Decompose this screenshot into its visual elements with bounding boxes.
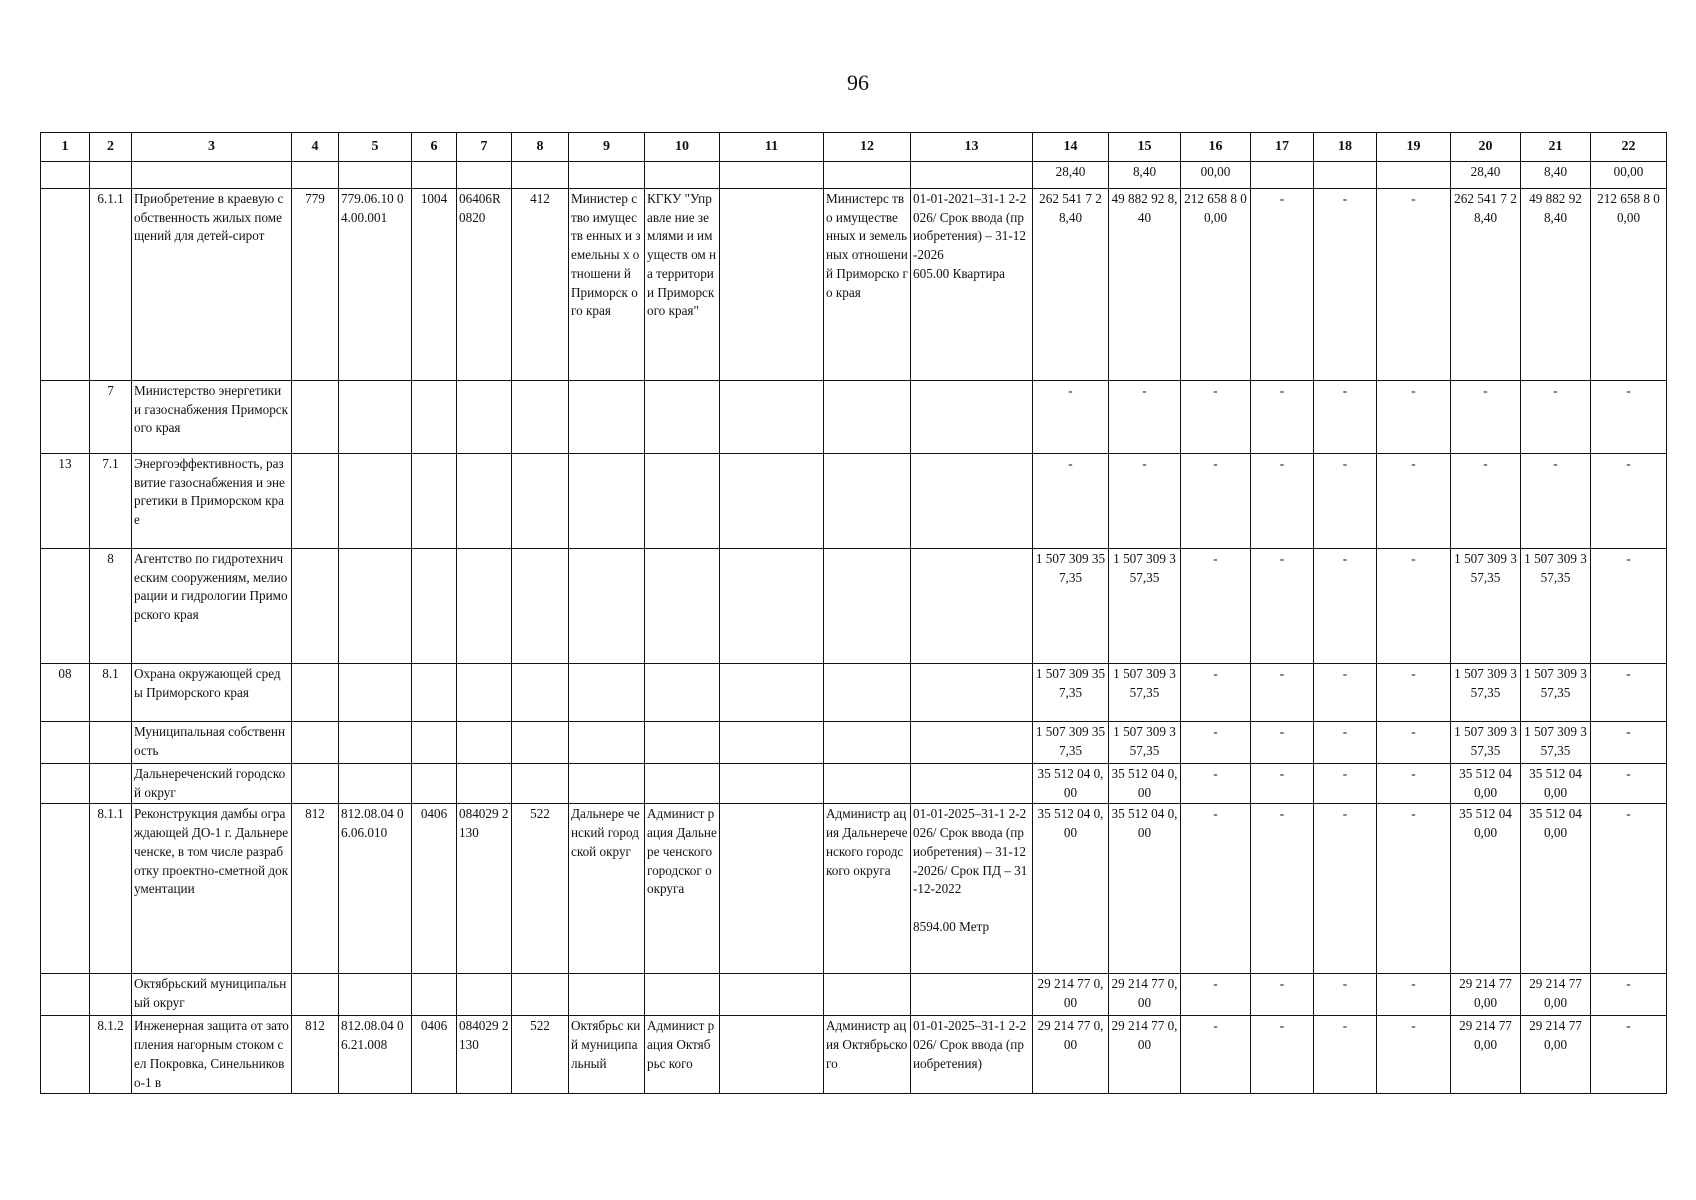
table-cell	[569, 381, 645, 454]
table-cell: 29 214 77 0,00	[1451, 1016, 1521, 1094]
table-cell: 1 507 309 357,35	[1451, 664, 1521, 722]
table-cell: -	[1377, 664, 1451, 722]
table-cell: -	[1377, 722, 1451, 764]
table-cell: Октябрьский муниципальный округ	[132, 974, 292, 1016]
column-header: 6	[412, 133, 457, 162]
table-cell	[1314, 162, 1377, 189]
table-cell: 29 214 77 0,00	[1451, 974, 1521, 1016]
table-cell: 29 214 77 0,00	[1109, 974, 1181, 1016]
table-cell: -	[1314, 764, 1377, 804]
table-cell	[512, 454, 569, 549]
header-row	[41, 133, 1667, 162]
column-header: 21	[1521, 133, 1591, 162]
column-header: 2	[90, 133, 132, 162]
table-cell: 29 214 77 0,00	[1109, 1016, 1181, 1094]
table-cell: 084029 2130	[457, 1016, 512, 1094]
table-cell: -	[1251, 974, 1314, 1016]
table-cell	[1251, 162, 1314, 189]
table-cell: -	[1181, 974, 1251, 1016]
table-cell: -	[1181, 764, 1251, 804]
table-cell: -	[1181, 1016, 1251, 1094]
table-cell: Инженерная защита от затопления нагорным стоком сел Покровка, Синельниково-1 в	[132, 1016, 292, 1094]
table-cell: 522	[512, 1016, 569, 1094]
table-cell: 1 507 309 357,35	[1521, 722, 1591, 764]
table-cell: Октябрьс кий муниципа льный	[569, 1016, 645, 1094]
table-cell	[512, 974, 569, 1016]
table-cell	[512, 722, 569, 764]
table-cell: -	[1181, 454, 1251, 549]
table-cell	[292, 722, 339, 764]
table-cell: 49 882 92 8,40	[1521, 189, 1591, 381]
table-row	[41, 764, 1667, 804]
table-cell: 29 214 77 0,00	[1521, 1016, 1591, 1094]
table-cell	[457, 454, 512, 549]
table-cell: Министер ство имуществ енных и земельны х отношени й Приморск ого края	[569, 189, 645, 381]
table-cell	[911, 162, 1033, 189]
table-cell	[720, 764, 824, 804]
table-cell: -	[1251, 722, 1314, 764]
table-cell: -	[1251, 1016, 1314, 1094]
table-cell: 28,40	[1033, 162, 1109, 189]
table-cell: 1 507 309 357,35	[1033, 664, 1109, 722]
table-cell: -	[1591, 974, 1667, 1016]
column-header: 15	[1109, 133, 1181, 162]
table-cell	[457, 664, 512, 722]
table-cell	[457, 549, 512, 664]
table-cell: -	[1314, 664, 1377, 722]
table-cell: 29 214 77 0,00	[1033, 974, 1109, 1016]
table-cell: 812.08.04 06.21.008	[339, 1016, 412, 1094]
table-row	[41, 722, 1667, 764]
table-row	[41, 162, 1667, 189]
table-cell: -	[1109, 381, 1181, 454]
table-cell: -	[1181, 381, 1251, 454]
table-cell	[720, 549, 824, 664]
table-cell	[569, 974, 645, 1016]
table-cell	[457, 381, 512, 454]
table-cell: 35 512 04 0,00	[1109, 804, 1181, 974]
table-cell: -	[1591, 381, 1667, 454]
column-header: 19	[1377, 133, 1451, 162]
table-cell	[292, 162, 339, 189]
table-row	[41, 664, 1667, 722]
table-cell: -	[1314, 189, 1377, 381]
table-cell: -	[1181, 549, 1251, 664]
table-cell: 35 512 04 0,00	[1033, 804, 1109, 974]
column-header: 8	[512, 133, 569, 162]
table-cell: -	[1251, 381, 1314, 454]
table-cell: -	[1251, 549, 1314, 664]
table-cell: 522	[512, 804, 569, 974]
table-cell: -	[1521, 454, 1591, 549]
table-cell: 8.1.2	[90, 1016, 132, 1094]
table-cell: 00,00	[1591, 162, 1667, 189]
table-cell	[41, 189, 90, 381]
table-cell	[911, 974, 1033, 1016]
table-cell: -	[1314, 454, 1377, 549]
table-cell: 0406	[412, 804, 457, 974]
table-cell	[720, 381, 824, 454]
table-cell	[569, 764, 645, 804]
table-cell: 28,40	[1451, 162, 1521, 189]
table-cell: 0406	[412, 1016, 457, 1094]
table-cell: -	[1591, 1016, 1667, 1094]
table-row	[41, 1016, 1667, 1094]
table-cell	[720, 664, 824, 722]
table-cell: 1 507 309 357,35	[1521, 664, 1591, 722]
table-cell: Министерство энергетики и газоснабжения Приморского края	[132, 381, 292, 454]
table-cell: 01-01-2025–31-1 2-2026/ Срок ввода (приобретения)	[911, 1016, 1033, 1094]
table-cell	[412, 974, 457, 1016]
table-row	[41, 549, 1667, 664]
table-cell	[132, 162, 292, 189]
table-cell: -	[1181, 722, 1251, 764]
table-cell	[412, 764, 457, 804]
table-cell: Админист рация Октябрьс кого	[645, 1016, 720, 1094]
table-cell	[720, 454, 824, 549]
table-cell	[412, 381, 457, 454]
table-cell	[645, 549, 720, 664]
table-cell: 7	[90, 381, 132, 454]
column-header: 14	[1033, 133, 1109, 162]
table-cell: Охрана окружающей среды Приморского края	[132, 664, 292, 722]
table-cell	[90, 974, 132, 1016]
table-cell	[339, 974, 412, 1016]
table-cell	[824, 764, 911, 804]
table-cell: 35 512 04 0,00	[1521, 804, 1591, 974]
column-header: 4	[292, 133, 339, 162]
table-cell	[339, 722, 412, 764]
table-cell: 13	[41, 454, 90, 549]
table-cell	[911, 549, 1033, 664]
table-cell	[41, 722, 90, 764]
table-cell	[911, 764, 1033, 804]
table-cell: 812	[292, 804, 339, 974]
table-cell: 8.1	[90, 664, 132, 722]
table-cell: -	[1591, 722, 1667, 764]
table-cell: Муниципальная собственность	[132, 722, 292, 764]
column-header: 20	[1451, 133, 1521, 162]
table-cell	[412, 454, 457, 549]
table-cell	[292, 381, 339, 454]
table-cell	[512, 664, 569, 722]
table-cell	[457, 162, 512, 189]
table-cell: -	[1591, 804, 1667, 974]
table-cell	[41, 381, 90, 454]
table-cell	[339, 454, 412, 549]
table-cell: 8,40	[1521, 162, 1591, 189]
table-cell: -	[1377, 804, 1451, 974]
table-cell: Администр ация Дальнерече нского городского округа	[824, 804, 911, 974]
column-header: 9	[569, 133, 645, 162]
table-cell	[645, 664, 720, 722]
table-cell	[412, 162, 457, 189]
table-cell: -	[1591, 549, 1667, 664]
table-cell	[292, 664, 339, 722]
table-cell	[339, 381, 412, 454]
table-row	[41, 804, 1667, 974]
table-cell	[720, 804, 824, 974]
table-cell: -	[1377, 1016, 1451, 1094]
table-cell	[41, 764, 90, 804]
table-cell	[911, 381, 1033, 454]
table-cell: -	[1377, 549, 1451, 664]
table-cell: -	[1314, 974, 1377, 1016]
table-row	[41, 381, 1667, 454]
table-cell: -	[1251, 804, 1314, 974]
table-cell: -	[1314, 722, 1377, 764]
table-cell	[412, 664, 457, 722]
table-cell: 29 214 77 0,00	[1033, 1016, 1109, 1094]
table-cell: 29 214 77 0,00	[1521, 974, 1591, 1016]
table-cell: 1 507 309 357,35	[1109, 722, 1181, 764]
table-row	[41, 454, 1667, 549]
table-cell: -	[1314, 381, 1377, 454]
table-cell	[41, 162, 90, 189]
table-cell: 35 512 04 0,00	[1033, 764, 1109, 804]
table-cell: Админист рация Дальнере ченского городског о округа	[645, 804, 720, 974]
table-cell	[41, 804, 90, 974]
table-cell: -	[1251, 454, 1314, 549]
table-cell	[569, 549, 645, 664]
table-cell: -	[1181, 804, 1251, 974]
table-cell	[645, 974, 720, 1016]
table-cell	[824, 162, 911, 189]
table-cell	[41, 974, 90, 1016]
table-cell: -	[1033, 454, 1109, 549]
table-cell	[645, 454, 720, 549]
column-header: 5	[339, 133, 412, 162]
table-cell: -	[1251, 664, 1314, 722]
column-header: 3	[132, 133, 292, 162]
table-cell	[824, 381, 911, 454]
table-cell: Дальнереченский городской округ	[132, 764, 292, 804]
table-cell: Агентство по гидротехническим сооружениям, мелиорации и гидрологии Приморского края	[132, 549, 292, 664]
table-cell: -	[1314, 804, 1377, 974]
table-cell: 35 512 04 0,00	[1109, 764, 1181, 804]
table-cell	[339, 162, 412, 189]
table-cell	[569, 454, 645, 549]
table-cell	[512, 162, 569, 189]
table-cell	[1377, 162, 1451, 189]
table-cell	[90, 162, 132, 189]
table-cell	[824, 974, 911, 1016]
table-cell: 08	[41, 664, 90, 722]
table-cell: 49 882 92 8,40	[1109, 189, 1181, 381]
table-cell	[339, 549, 412, 664]
table-cell: 35 512 04 0,00	[1451, 804, 1521, 974]
table-cell: 262 541 7 28,40	[1033, 189, 1109, 381]
table-cell: 084029 2130	[457, 804, 512, 974]
table-cell: 779.06.10 04.00.001	[339, 189, 412, 381]
table-cell	[824, 664, 911, 722]
table-cell: 212 658 8 00,00	[1591, 189, 1667, 381]
table-cell: Дальнере ченский городской округ	[569, 804, 645, 974]
table-cell	[720, 974, 824, 1016]
table-cell	[569, 162, 645, 189]
column-header: 10	[645, 133, 720, 162]
table-cell	[339, 664, 412, 722]
table-cell: Приобретение в краевую собственность жилых помещений для детей-сирот	[132, 189, 292, 381]
table-cell	[911, 454, 1033, 549]
table-cell: 7.1	[90, 454, 132, 549]
table-cell: 8,40	[1109, 162, 1181, 189]
table-cell	[645, 764, 720, 804]
column-header: 7	[457, 133, 512, 162]
column-header: 13	[911, 133, 1033, 162]
table-cell: -	[1377, 454, 1451, 549]
column-header: 1	[41, 133, 90, 162]
table-cell: -	[1314, 1016, 1377, 1094]
table-cell	[911, 664, 1033, 722]
table-row	[41, 189, 1667, 381]
table-cell: 1 507 309 357,35	[1109, 664, 1181, 722]
table-cell	[645, 162, 720, 189]
table-cell	[720, 162, 824, 189]
table-cell: -	[1377, 189, 1451, 381]
table-cell: Реконструкция дамбы ограждающей ДО-1 г. Дальнереченске, в том числе разработку проектно-сметной документации	[132, 804, 292, 974]
column-header: 12	[824, 133, 911, 162]
table-cell: 00,00	[1181, 162, 1251, 189]
table-cell: 1004	[412, 189, 457, 381]
table-cell	[824, 549, 911, 664]
table-cell: 1 507 309 357,35	[1033, 722, 1109, 764]
table-cell: 812.08.04 06.06.010	[339, 804, 412, 974]
table-cell	[41, 549, 90, 664]
table-cell	[645, 722, 720, 764]
table-cell: -	[1521, 381, 1591, 454]
table-cell: 262 541 7 28,40	[1451, 189, 1521, 381]
table-cell: 35 512 04 0,00	[1451, 764, 1521, 804]
table-cell	[824, 454, 911, 549]
table-cell: 779	[292, 189, 339, 381]
table-cell: КГКУ "Управле ние землями и имуществ ом на территори и Приморск ого края"	[645, 189, 720, 381]
table-cell: -	[1451, 381, 1521, 454]
table-cell: 01-01-2025–31-1 2-2026/ Срок ввода (приобретения) – 31-12-2026/ Срок ПД – 31-12-2022 8594.00 Метр	[911, 804, 1033, 974]
table-cell	[90, 722, 132, 764]
table-cell	[90, 764, 132, 804]
table-cell	[569, 722, 645, 764]
table-cell: Министерс тво имуществе нных и земельных отношений Приморско го края	[824, 189, 911, 381]
table-cell: 8.1.1	[90, 804, 132, 974]
table-cell: 1 507 309 357,35	[1451, 549, 1521, 664]
table-cell: 1 507 309 357,35	[1451, 722, 1521, 764]
table-cell: 35 512 04 0,00	[1521, 764, 1591, 804]
table-cell	[457, 974, 512, 1016]
table-cell	[911, 722, 1033, 764]
table-cell	[824, 722, 911, 764]
table-cell: 6.1.1	[90, 189, 132, 381]
table-cell: 1 507 309 357,35	[1109, 549, 1181, 664]
table-cell	[512, 764, 569, 804]
column-header: 16	[1181, 133, 1251, 162]
table-cell: 1 507 309 357,35	[1521, 549, 1591, 664]
table-cell: 812	[292, 1016, 339, 1094]
table-cell: 412	[512, 189, 569, 381]
table-cell: -	[1251, 189, 1314, 381]
table-cell: 212 658 8 00,00	[1181, 189, 1251, 381]
column-header: 17	[1251, 133, 1314, 162]
data-table	[40, 132, 1667, 1094]
column-header: 18	[1314, 133, 1377, 162]
table-cell: Администр ация Октябрьско го	[824, 1016, 911, 1094]
table-cell: -	[1314, 549, 1377, 664]
table-cell: -	[1591, 664, 1667, 722]
table-cell	[412, 722, 457, 764]
table-cell: -	[1591, 454, 1667, 549]
table-cell: -	[1181, 664, 1251, 722]
table-cell	[412, 549, 457, 664]
table-cell: -	[1033, 381, 1109, 454]
column-header: 11	[720, 133, 824, 162]
page-number: 96	[847, 70, 869, 95]
table-cell	[457, 764, 512, 804]
table-cell: 1 507 309 357,35	[1033, 549, 1109, 664]
table-cell: -	[1109, 454, 1181, 549]
table-cell	[645, 381, 720, 454]
table-cell: -	[1451, 454, 1521, 549]
table-cell: Энергоэффективность, развитие газоснабжения и энергетики в Приморском крае	[132, 454, 292, 549]
table-cell	[512, 381, 569, 454]
table-cell	[292, 549, 339, 664]
table-cell: -	[1377, 974, 1451, 1016]
table-cell	[512, 549, 569, 664]
table-cell	[41, 1016, 90, 1094]
table-cell	[569, 664, 645, 722]
table-cell: 8	[90, 549, 132, 664]
table-row	[41, 974, 1667, 1016]
table-cell	[292, 764, 339, 804]
table-cell: -	[1591, 764, 1667, 804]
table-cell: 01-01-2021–31-1 2-2026/ Срок ввода (приобретения) – 31-12-2026 605.00 Квартира	[911, 189, 1033, 381]
table-cell	[292, 454, 339, 549]
table-cell: -	[1377, 764, 1451, 804]
table-cell: -	[1251, 764, 1314, 804]
table-cell	[339, 764, 412, 804]
table-cell	[720, 722, 824, 764]
table-cell	[720, 1016, 824, 1094]
table-cell	[720, 189, 824, 381]
column-header: 22	[1591, 133, 1667, 162]
table-cell	[457, 722, 512, 764]
table-cell	[292, 974, 339, 1016]
table-cell: 06406R 0820	[457, 189, 512, 381]
table-cell: -	[1377, 381, 1451, 454]
